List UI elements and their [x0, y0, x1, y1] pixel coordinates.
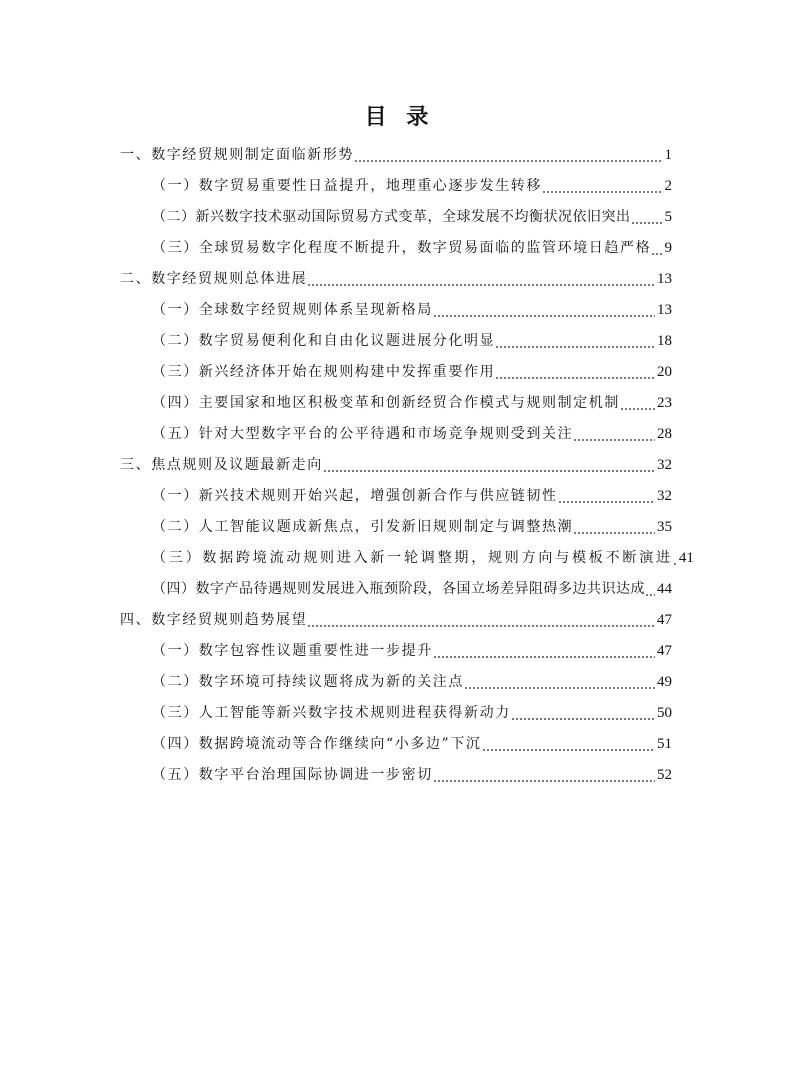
toc-page-number: 52: [657, 767, 672, 783]
toc-entry-title: （三）数据跨境流动规则进入新一轮调整期，规则方向与模板不断演进: [152, 550, 673, 566]
toc-subsection-entry: [120, 760, 672, 791]
toc-page-number: 18: [657, 333, 672, 349]
dot-leader: [673, 543, 677, 574]
toc-entry-title: （一）新兴技术规则开始兴起，增强创新合作与供应链韧性: [152, 488, 558, 504]
toc-entry-title: （三）新兴经济体开始在规则构建中发挥重要作用: [152, 364, 496, 380]
dot-leader: [542, 171, 663, 202]
dot-leader: [495, 326, 655, 357]
toc-entry-title: 二、数字经贸规则总体进展: [120, 271, 308, 287]
dot-leader: [631, 202, 663, 233]
toc-subsection-entry: [120, 233, 672, 264]
toc-entry-title: （二）新兴数字技术驱动国际贸易方式变革，全球发展不均衡状况依旧突出: [152, 209, 631, 225]
toc-subsection-entry: [120, 698, 672, 729]
toc-section-entry: [120, 264, 672, 295]
toc-entry-title: （四）主要国家和地区积极变革和创新经贸合作模式与规则制定机制: [152, 395, 620, 411]
toc-subsection-entry: [120, 326, 672, 357]
toc-entry-title: （四）数据跨境流动等合作继续向“小多边”下沉: [152, 736, 482, 752]
dot-leader: [433, 636, 655, 667]
toc-subsection-entry: [120, 202, 672, 233]
dot-leader: [323, 450, 655, 481]
toc-page-number: 32: [657, 457, 672, 473]
toc-subsection-entry: [120, 388, 672, 419]
toc-page-number: 13: [657, 302, 672, 318]
page-title: 目 录: [364, 104, 435, 130]
toc-page-number: 28: [657, 426, 672, 442]
dot-leader: [645, 574, 655, 605]
dot-leader: [307, 605, 655, 636]
dot-leader: [495, 357, 655, 388]
toc-page-number: 1: [664, 147, 672, 163]
toc-page-number: 13: [657, 271, 672, 287]
dot-leader: [558, 481, 655, 512]
toc-entry-title: （二）人工智能议题成新焦点，引发新旧规则制定与调整热潮: [152, 519, 574, 535]
table-of-contents: [120, 140, 694, 791]
toc-entry-title: （一）数字贸易重要性日益提升，地理重心逐步发生转移: [152, 178, 542, 194]
toc-entry-title: （三）全球贸易数字化程度不断提升，数字贸易面临的监管环境日趋严格: [152, 240, 652, 256]
toc-entry-title: 一、数字经贸规则制定面临新形势: [120, 147, 354, 163]
toc-page-number: 9: [664, 240, 672, 256]
toc-entry-title: （一）全球数字经贸规则体系呈现新格局: [152, 302, 433, 318]
toc-page-number: 49: [657, 674, 672, 690]
toc-subsection-entry: [120, 729, 672, 760]
toc-entry-title: （三）人工智能等新兴数字技术规则进程获得新动力: [152, 705, 511, 721]
dot-leader: [573, 419, 655, 450]
toc-subsection-entry: [120, 543, 694, 574]
dot-leader: [433, 760, 655, 791]
toc-subsection-entry: [120, 295, 672, 326]
toc-entry-title: （二）数字环境可持续议题将成为新的关注点: [152, 674, 464, 690]
toc-page-number: 50: [657, 705, 672, 721]
toc-subsection-entry: [120, 512, 672, 543]
toc-subsection-entry: [120, 419, 672, 450]
toc-subsection-entry: [120, 574, 672, 605]
toc-page-number: 47: [657, 643, 672, 659]
toc-entry-title: 四、数字经贸规则趋势展望: [120, 612, 308, 628]
toc-page-number: 41: [678, 550, 694, 566]
dot-leader: [433, 295, 655, 326]
toc-page-number: 2: [664, 178, 672, 194]
toc-subsection-entry: [120, 636, 672, 667]
toc-page-number: 51: [657, 736, 672, 752]
toc-section-entry: [120, 450, 672, 481]
toc-page-number: 32: [657, 488, 672, 504]
toc-page-number: 20: [657, 364, 672, 380]
dot-leader: [464, 667, 655, 698]
toc-subsection-entry: [120, 171, 672, 202]
dot-leader: [307, 264, 655, 295]
toc-entry-title: （五）针对大型数字平台的公平待遇和市场竞争规则受到关注: [152, 426, 574, 442]
dot-leader: [354, 140, 663, 171]
dot-leader: [620, 388, 655, 419]
dot-leader: [573, 512, 655, 543]
toc-subsection-entry: [120, 667, 672, 698]
toc-page-number: 35: [657, 519, 672, 535]
toc-subsection-entry: [120, 357, 672, 388]
dot-leader: [511, 698, 655, 729]
toc-subsection-entry: [120, 481, 672, 512]
toc-entry-title: （二）数字贸易便利化和自由化议题进展分化明显: [152, 333, 496, 349]
toc-section-entry: [120, 140, 672, 171]
toc-page-number: 23: [657, 395, 672, 411]
toc-entry-title: （五）数字平台治理国际协调进一步密切: [152, 767, 433, 783]
dot-leader: [651, 233, 662, 264]
toc-page-number: 5: [664, 209, 672, 225]
toc-section-entry: [120, 605, 672, 636]
toc-page-number: 44: [657, 581, 672, 597]
toc-entry-title: 三、焦点规则及议题最新走向: [120, 457, 323, 473]
toc-entry-title: （一）数字包容性议题重要性进一步提升: [152, 643, 433, 659]
dot-leader: [482, 729, 655, 760]
toc-entry-title: （四）数字产品待遇规则发展进入瓶颈阶段，各国立场差异阻碍多边共识达成: [152, 581, 645, 597]
toc-page-number: 47: [657, 612, 672, 628]
